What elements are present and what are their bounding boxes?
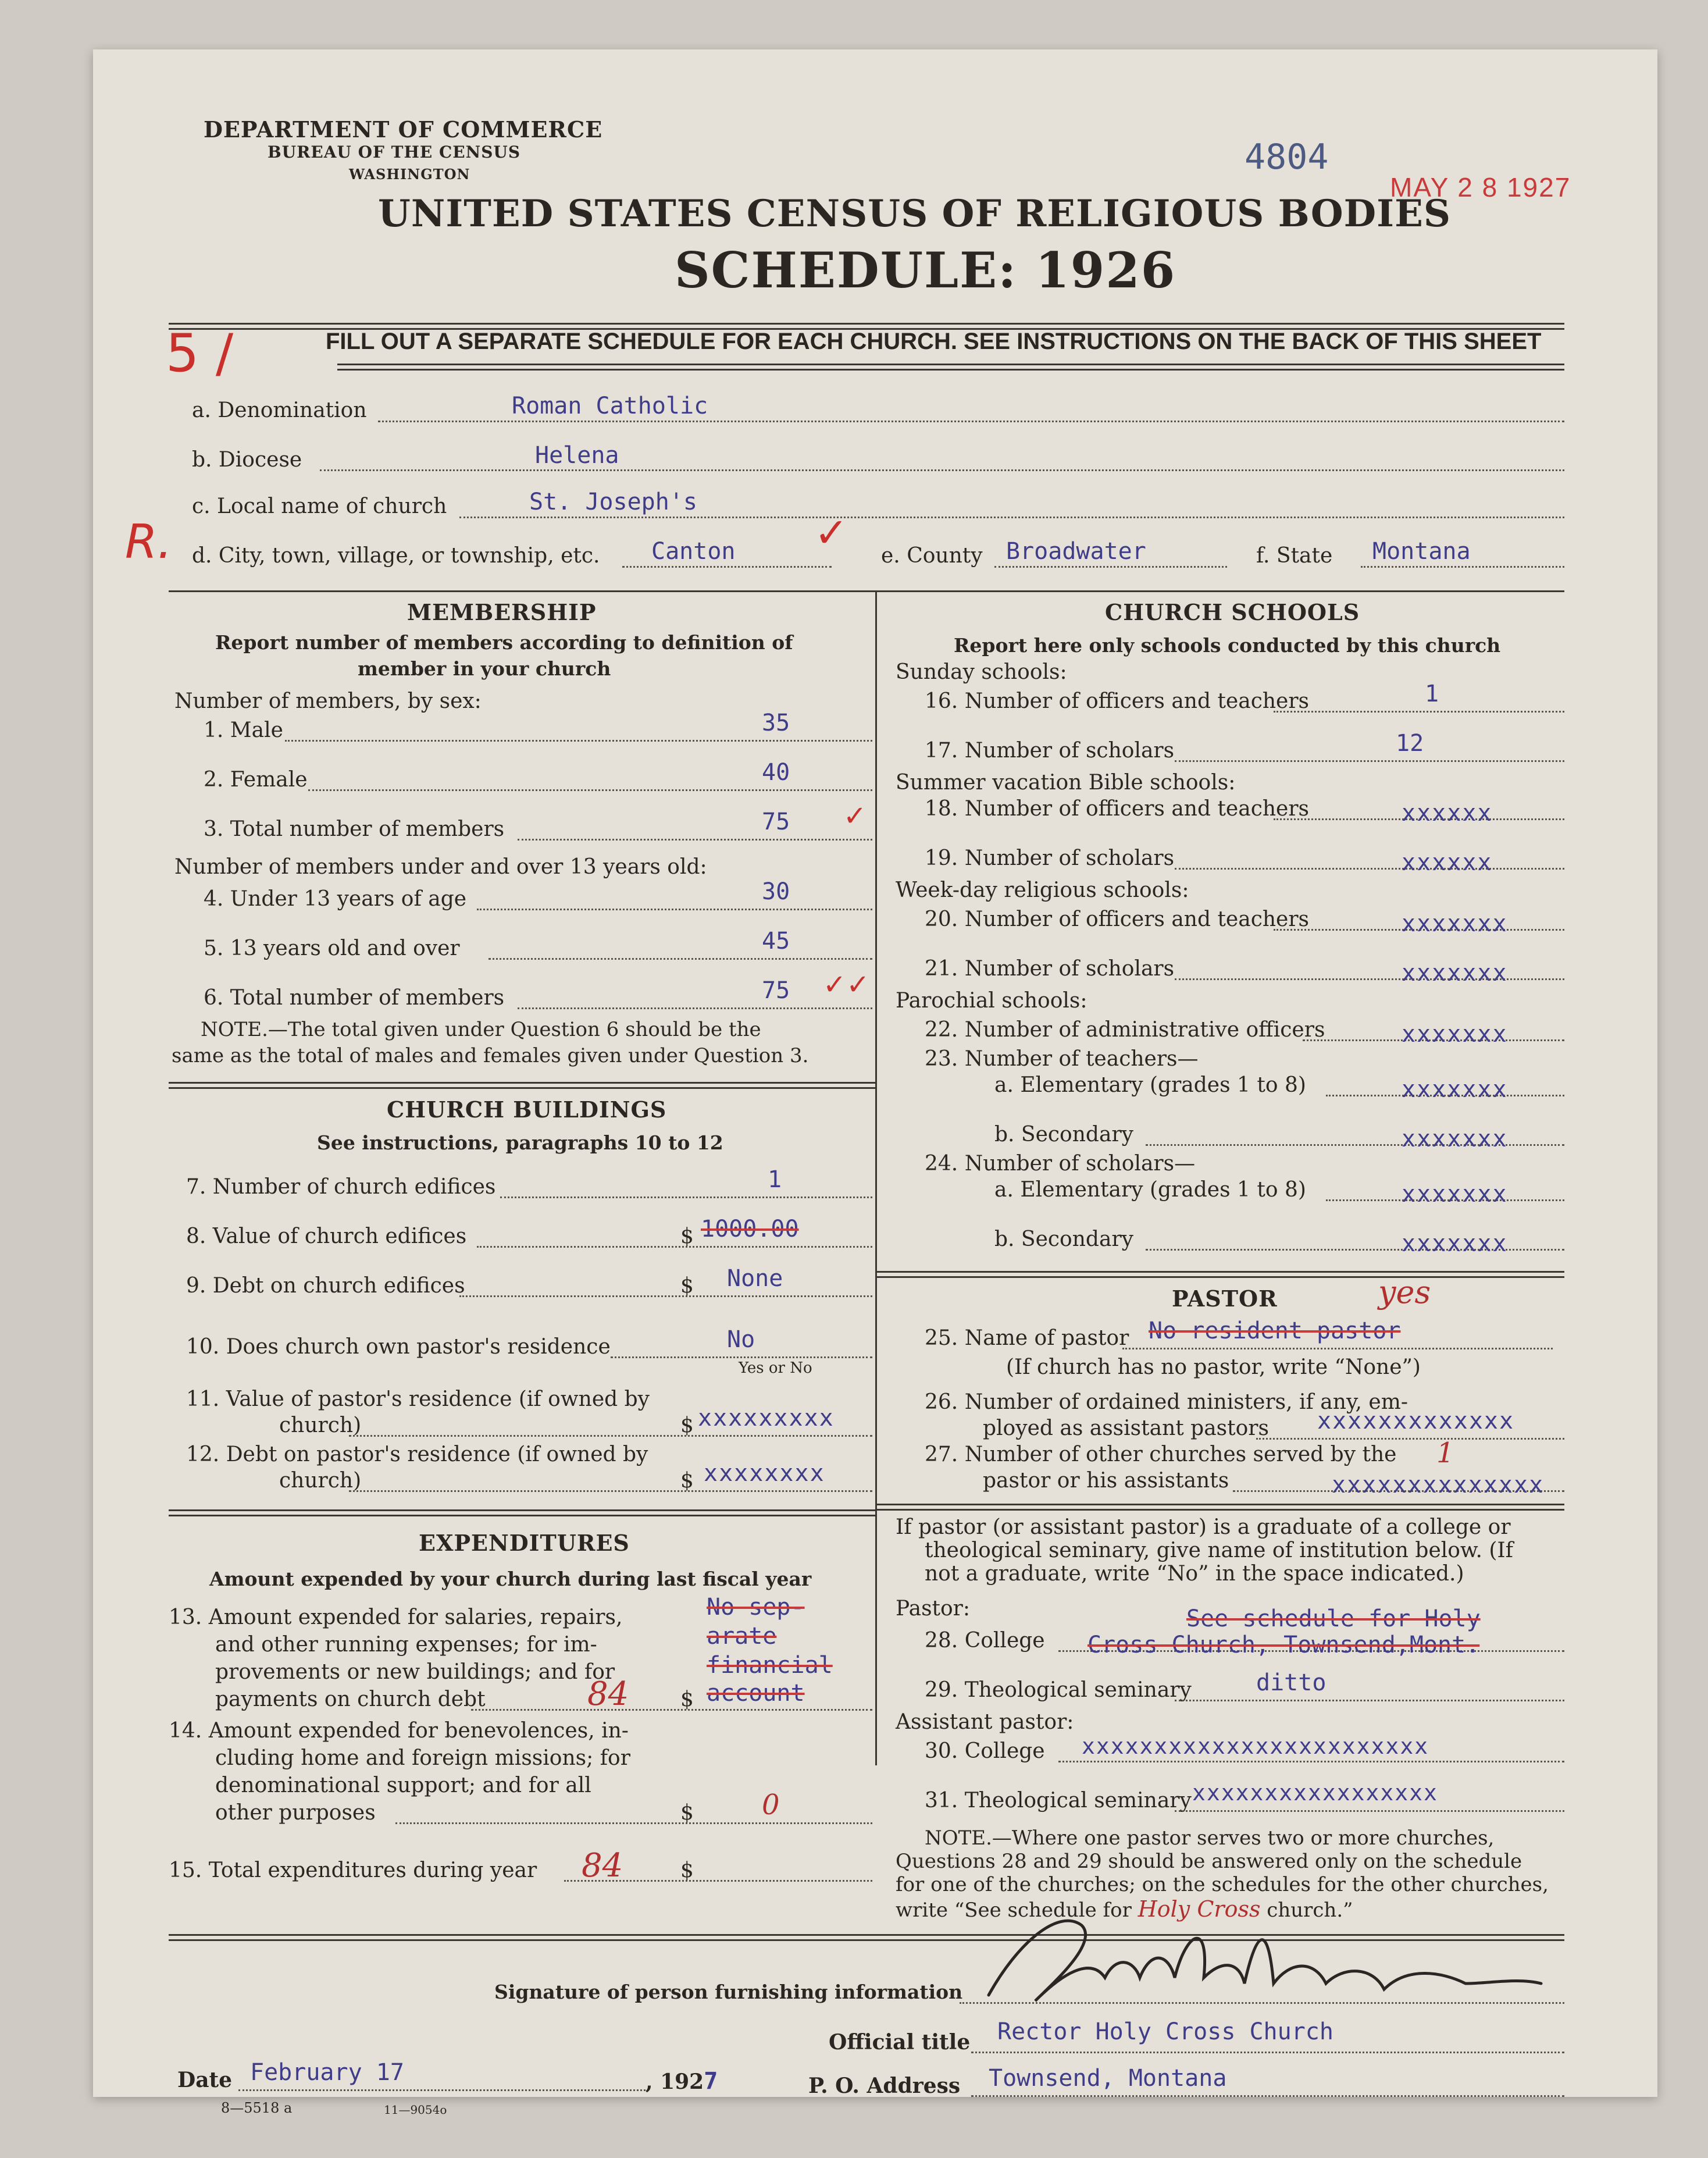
parochial-label: Parochial schools:: [896, 989, 1087, 1013]
graduate-note-3: not a graduate, write “No” in the space indicated.): [925, 1562, 1464, 1586]
local-name-value: St. Joseph's: [529, 489, 697, 515]
q12-label-2: church): [279, 1469, 362, 1493]
q11-value: xxxxxxxxx: [698, 1405, 835, 1431]
assistant-pastor-label: Assistant pastor:: [896, 1710, 1074, 1734]
q14-label-2: cluding home and foreign missions; for: [215, 1746, 630, 1770]
q28-value-1: See schedule for Holy: [1186, 1605, 1481, 1632]
date-label: Date: [177, 2068, 233, 2092]
q9-dollar: $: [680, 1274, 694, 1298]
q1-value: 35: [762, 710, 790, 736]
q21-value: xxxxxxx: [1402, 960, 1508, 987]
q8-dollar: $: [680, 1224, 694, 1248]
q3-label: 3. Total number of members: [204, 817, 505, 841]
q10-hint: Yes or No: [739, 1359, 812, 1377]
q15-label: 15. Total expenditures during year: [169, 1858, 537, 1882]
q11-label: 11. Value of pastor's residence (if owned by: [186, 1387, 650, 1411]
q13-typed-1: No sep-: [707, 1594, 805, 1621]
q2-label: 2. Female: [204, 768, 308, 792]
by-sex-label: Number of members, by sex:: [174, 689, 482, 713]
bureau-city: WASHINGTON: [349, 166, 470, 183]
q29-value: ditto: [1256, 1669, 1327, 1696]
schools-heading: CHURCH SCHOOLS: [1105, 599, 1360, 625]
q8-value: 1000.00: [701, 1216, 799, 1242]
pastor-note-3: for one of the churches; on the schedules for the other churches,: [896, 1873, 1549, 1896]
q23a-label: a. Elementary (grades 1 to 8): [994, 1073, 1306, 1097]
q4-value: 30: [762, 878, 790, 905]
schedule-number: 4804: [1245, 137, 1329, 177]
q23-label: 23. Number of teachers—: [925, 1047, 1199, 1071]
signature-image: [965, 1896, 1547, 2024]
city-label: d. City, town, village, or township, etc.: [192, 544, 600, 568]
summer-label: Summer vacation Bible schools:: [896, 771, 1236, 795]
q10-label: 10. Does church own pastor's residence: [186, 1335, 611, 1359]
q13-dollar: $: [680, 1687, 694, 1711]
graduate-note-1: If pastor (or assistant pastor) is a graduate of a college or: [896, 1515, 1511, 1539]
official-title-value: Rector Holy Cross Church: [997, 2018, 1333, 2045]
q24b-label: b. Secondary: [994, 1227, 1133, 1251]
county-value: Broadwater: [1006, 538, 1146, 565]
schools-sub: Report here only schools conducted by this church: [954, 634, 1501, 657]
q2-value: 40: [762, 759, 790, 786]
q26-value: xxxxxxxxxxxxx: [1317, 1408, 1515, 1434]
diocese-value: Helena: [535, 442, 619, 469]
pastor-sub-label: Pastor:: [896, 1597, 971, 1621]
q17-value: 12: [1396, 730, 1424, 757]
pastor-note-4: write “See schedule for Holy Cross church.”: [896, 1896, 1353, 1922]
check-mark-q3: ✓: [843, 800, 867, 832]
form-number-2: 11—9054o: [384, 2103, 447, 2117]
hand-mark-r: R.: [125, 515, 173, 569]
buildings-heading: CHURCH BUILDINGS: [387, 1096, 667, 1123]
by-age-label: Number of members under and over 13 years old:: [174, 855, 707, 879]
q13-typed-4: account: [707, 1680, 805, 1707]
q29-label: 29. Theological seminary: [925, 1678, 1192, 1702]
q16-label: 16. Number of officers and teachers: [925, 689, 1310, 713]
column-divider: [875, 590, 877, 1765]
q25-label: 25. Name of pastor: [925, 1326, 1129, 1350]
buildings-sub: See instructions, paragraphs 10 to 12: [317, 1131, 723, 1154]
graduate-note-2: theological seminary, give name of institution below. (If: [925, 1539, 1513, 1562]
diocese-label: b. Diocese: [192, 448, 302, 472]
q6-label: 6. Total number of members: [204, 986, 505, 1010]
membership-note-1: NOTE.—The total given under Question 6 should be the: [201, 1018, 761, 1041]
q12-label: 12. Debt on pastor's residence (if owned by: [186, 1443, 648, 1466]
q19-value: xxxxxx: [1402, 849, 1493, 876]
schedule-title: SCHEDULE: 1926: [675, 241, 1176, 299]
q13-label-2: and other running expenses; for im-: [215, 1633, 597, 1657]
q26-label-1: 26. Number of ordained ministers, if any, em-: [925, 1390, 1408, 1414]
q11-dollar: $: [680, 1413, 694, 1437]
census-schedule-page: [93, 49, 1657, 2117]
denomination-label: a. Denomination: [192, 398, 367, 422]
form-title: UNITED STATES CENSUS OF RELIGIOUS BODIES: [378, 192, 1452, 236]
q27-label-2: pastor or his assistants: [983, 1469, 1229, 1493]
q25-value: No resident pastor: [1149, 1317, 1401, 1344]
q13-typed-3: financial: [707, 1652, 833, 1679]
state-label: f. State: [1256, 544, 1333, 568]
q23a-value: xxxxxxx: [1402, 1076, 1508, 1103]
q19-label: 19. Number of scholars: [925, 846, 1175, 870]
date-value: February 17: [250, 2059, 404, 2086]
expenditures-heading: EXPENDITURES: [419, 1530, 630, 1556]
q4-label: 4. Under 13 years of age: [204, 887, 467, 911]
q27-hand-value: 1: [1436, 1437, 1454, 1469]
q6-value: 75: [762, 977, 790, 1004]
q30-label: 30. College: [925, 1739, 1045, 1763]
q14-label-3: denominational support; and for all: [215, 1774, 591, 1797]
date-year: , 1927: [646, 2068, 718, 2095]
q22-label: 22. Number of administrative officers: [925, 1018, 1325, 1042]
po-address-label: P. O. Address: [808, 2074, 961, 2098]
q1-label: 1. Male: [204, 718, 283, 742]
q28-label: 28. College: [925, 1629, 1045, 1653]
q13-label-1: 13. Amount expended for salaries, repairs,: [169, 1605, 623, 1629]
q24a-label: a. Elementary (grades 1 to 8): [994, 1178, 1306, 1202]
q12-value: xxxxxxxx: [704, 1460, 825, 1487]
q24a-value: xxxxxxx: [1402, 1181, 1508, 1208]
q14-hand-value: 0: [762, 1789, 780, 1821]
membership-heading: MEMBERSHIP: [407, 599, 597, 625]
q10-value: No: [727, 1326, 755, 1353]
q18-label: 18. Number of officers and teachers: [925, 797, 1310, 821]
q7-label: 7. Number of church edifices: [186, 1175, 496, 1199]
q16-value: 1: [1425, 681, 1439, 707]
city-value: Canton: [651, 538, 736, 565]
q9-label: 9. Debt on church edifices: [186, 1274, 465, 1298]
pastor-heading: PASTOR: [1172, 1285, 1278, 1312]
county-label: e. County: [881, 544, 983, 568]
po-address-value: Townsend, Montana: [989, 2065, 1227, 2092]
membership-note-2: same as the total of males and females given under Question 3.: [172, 1044, 809, 1067]
q13-label-3: provements or new buildings; and for: [215, 1660, 615, 1684]
q30-value: xxxxxxxxxxxxxxxxxxxxxxxx: [1082, 1733, 1429, 1759]
q13-hand-value: 84: [587, 1675, 629, 1713]
signature-label: Signature of person furnishing information: [494, 1981, 963, 2003]
check-mark-q6: ✓✓: [823, 968, 870, 1001]
q20-value: xxxxxxx: [1402, 910, 1508, 937]
q31-value: xxxxxxxxxxxxxxxxx: [1192, 1780, 1438, 1806]
q22-value: xxxxxxx: [1402, 1021, 1508, 1048]
q18-value: xxxxxx: [1402, 800, 1493, 827]
q17-label: 17. Number of scholars: [925, 739, 1175, 763]
q14-dollar: $: [680, 1801, 694, 1825]
state-value: Montana: [1372, 538, 1471, 565]
q26-label-2: ployed as assistant pastors: [983, 1416, 1269, 1440]
q21-label: 21. Number of scholars: [925, 957, 1175, 981]
q8-label: 8. Value of church edifices: [186, 1224, 467, 1248]
expenditures-sub: Amount expended by your church during last fiscal year: [209, 1568, 812, 1590]
membership-sub2: member in your church: [358, 657, 611, 680]
q23b-value: xxxxxxx: [1402, 1126, 1508, 1152]
weekday-label: Week-day religious schools:: [896, 878, 1189, 902]
q3-value: 75: [762, 809, 790, 835]
q23b-label: b. Secondary: [994, 1123, 1133, 1146]
q24-label: 24. Number of scholars—: [925, 1152, 1196, 1176]
pastor-note-2: Questions 28 and 29 should be answered only on the schedule: [896, 1850, 1522, 1873]
received-date-stamp: MAY 2 8 1927: [1390, 172, 1571, 202]
hand-mark-51: 5 /: [166, 323, 234, 384]
q14-label-4: other purposes: [215, 1801, 376, 1825]
q9-value: None: [727, 1265, 783, 1292]
bureau-name: BUREAU OF THE CENSUS: [268, 143, 521, 162]
q7-value: 1: [768, 1166, 782, 1193]
q24b-value: xxxxxxx: [1402, 1230, 1508, 1257]
q14-label-1: 14. Amount expended for benevolences, in-: [169, 1719, 629, 1743]
q28-value-2: Cross Church, Townsend,Mont.: [1087, 1632, 1480, 1658]
hand-yes: yes: [1378, 1274, 1431, 1311]
q20-label: 20. Number of officers and teachers: [925, 907, 1310, 931]
q12-dollar: $: [680, 1469, 694, 1493]
instruction-rule: [337, 364, 1564, 371]
q25-hint: (If church has no pastor, write “None”): [1006, 1355, 1421, 1379]
form-number-1: 8—5518 a: [221, 2100, 293, 2116]
dept-name: DEPARTMENT OF COMMERCE: [204, 116, 603, 143]
q15-dollar: $: [680, 1858, 694, 1882]
q5-value: 45: [762, 928, 790, 955]
q15-hand-value: 84: [582, 1847, 623, 1885]
q27-label-1: 27. Number of other churches served by the: [925, 1443, 1397, 1466]
q31-label: 31. Theological seminary: [925, 1789, 1192, 1812]
membership-sub1: Report number of members according to definition of: [215, 631, 793, 654]
q11-label-2: church): [279, 1413, 362, 1437]
check-mark-city: ✓: [814, 509, 848, 557]
local-name-label: c. Local name of church: [192, 494, 447, 518]
denomination-value: Roman Catholic: [512, 393, 708, 419]
q13-label-4: payments on church debt: [215, 1687, 486, 1711]
official-title-label: Official title: [829, 2030, 971, 2054]
sunday-label: Sunday schools:: [896, 660, 1067, 684]
q13-typed-2: arate: [707, 1623, 777, 1650]
q27-value: xxxxxxxxxxxxxx: [1332, 1472, 1545, 1498]
pastor-note-1: NOTE.—Where one pastor serves two or more churches,: [925, 1826, 1495, 1850]
instruction-line: FILL OUT A SEPARATE SCHEDULE FOR EACH CHURCH. SEE INSTRUCTIONS ON THE BACK OF THIS SHEET: [326, 329, 1542, 354]
q5-label: 5. 13 years old and over: [204, 936, 460, 960]
